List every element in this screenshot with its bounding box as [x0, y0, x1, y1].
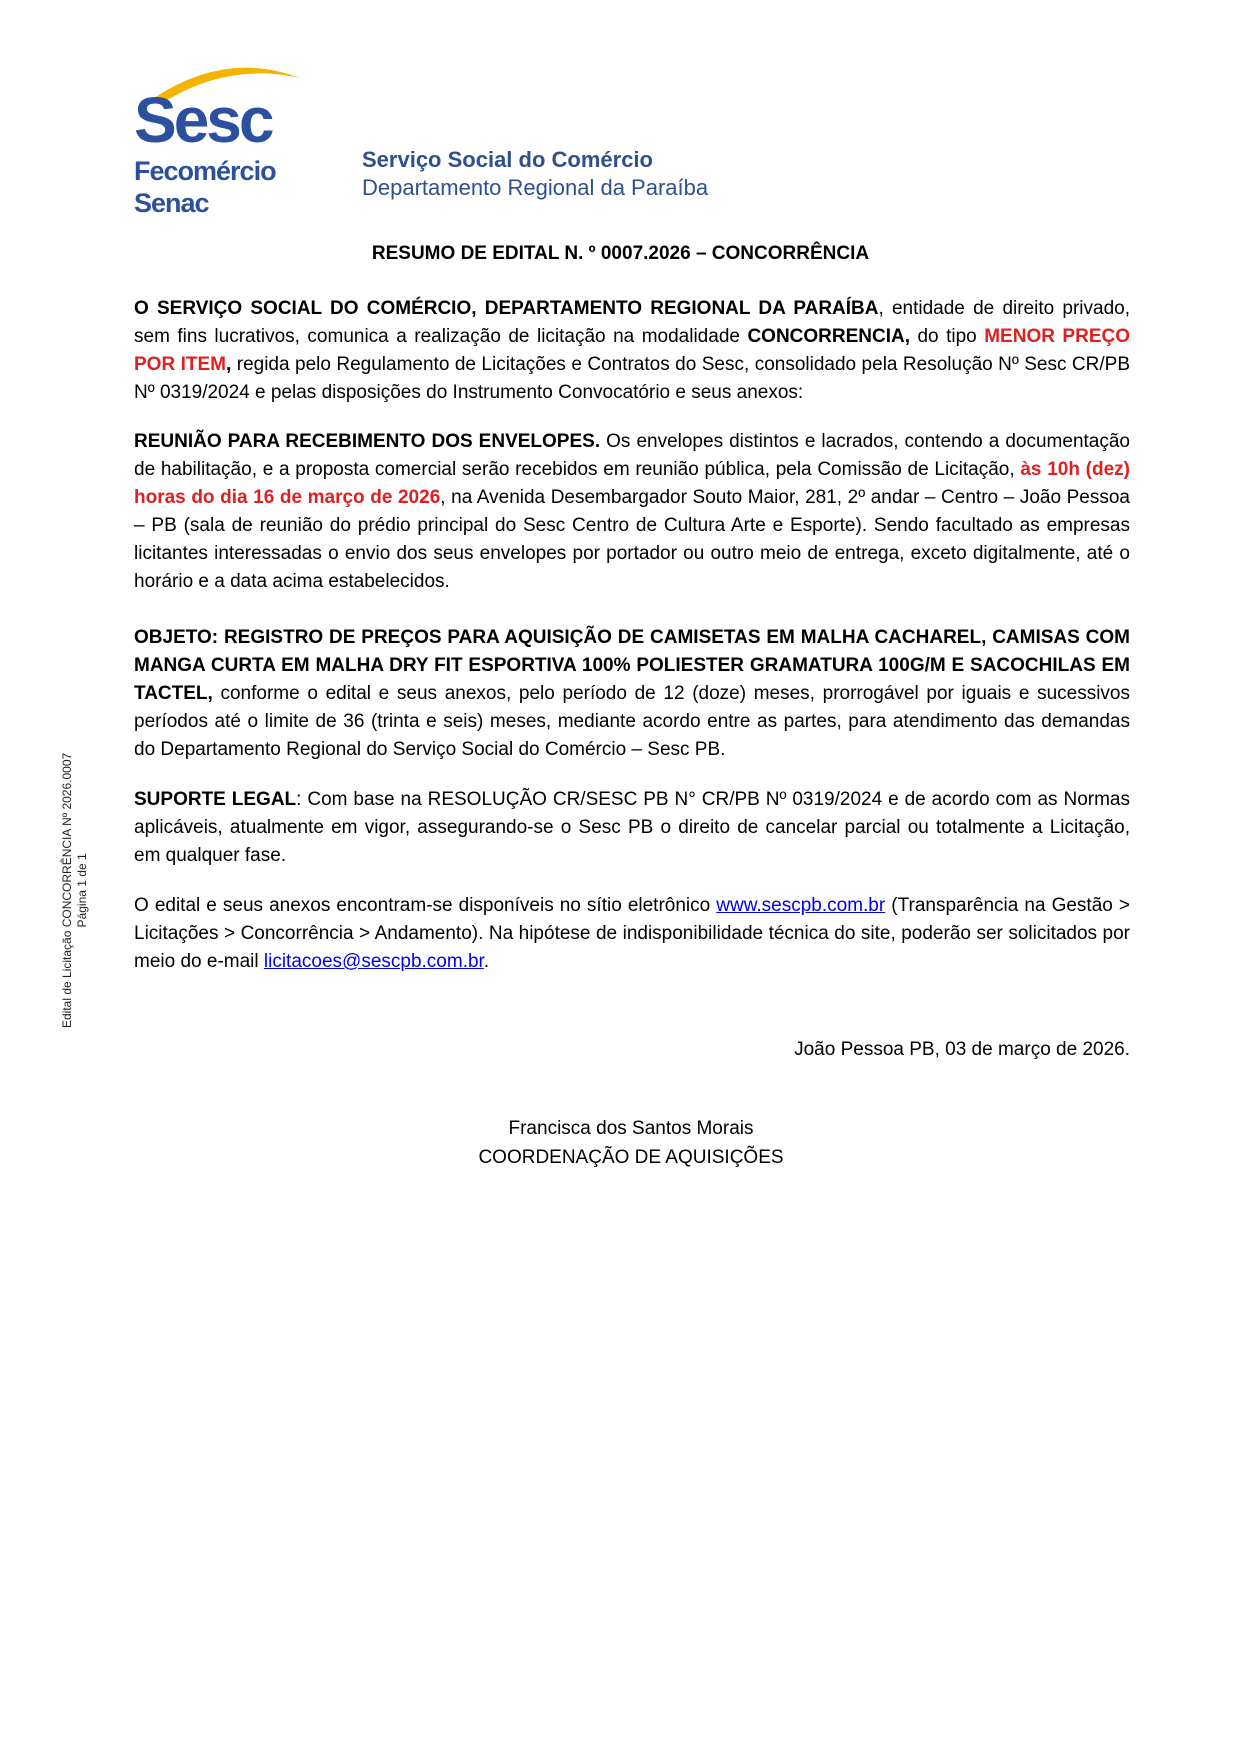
logo-sesc-text: Sesc: [134, 84, 272, 156]
side-margin-edital: Edital de Licitação CONCORRÊNCIA Nº 2026.0007: [60, 752, 74, 1028]
object-heading: OBJETO: REGISTRO DE PREÇOS PARA AQUISIÇÃO DE CAMISETAS EM MALHA CACHAREL, CAMISAS COM MANGA CURTA EM MALHA DRY FIT ESPORTIVA 100% POLIESTER GRAMATURA 100G/M E SACOCHILAS EM TACTEL,: [134, 627, 1130, 704]
signer-role: COORDENAÇÃO DE AQUISIÇÕES: [478, 1147, 784, 1168]
paragraph1-text4: regida pelo Regulamento de Licitações e Contratos do Sesc, consolidado pela Resolução Nº Sesc CR/PB Nº 0319/2024 e pelas disposições do Instrumento Convocatório e seus anexos:: [134, 354, 1131, 403]
document-body: [134, 295, 1130, 976]
signature-block: [0, 1114, 1241, 1172]
paragraph4-text1: : Com base na RESOLUÇÃO CR/SESC PB N° CR/PB Nº 0319/2024 e de acordo com as Normas aplicáveis, atualmente em vigor, assegurando-se o Sesc PB o direito de cancelar parcial ou totalmente a Licitação, em qualquer fase.: [134, 789, 1130, 866]
paragraph-meeting: [134, 428, 1130, 596]
paragraph1-text2: do tipo: [910, 326, 985, 347]
department-name: Departamento Regional da Paraíba: [362, 175, 709, 200]
organization-bold: O SERVIÇO SOCIAL DO COMÉRCIO, DEPARTAMENTO REGIONAL DA PARAÍBA: [134, 298, 879, 319]
logo-fecomercio-text: Fecomércio: [134, 156, 276, 186]
place-and-date: João Pessoa PB, 03 de março de 2026.: [794, 1039, 1130, 1060]
side-margin-page: Página 1 de 1: [75, 853, 89, 928]
paragraph1-text1: , entidade de direito privado, sem fins lucrativos, comunica a realização de licitação na modalidade: [134, 298, 1130, 347]
bid-type-highlight: MENOR PREÇO POR ITEM: [134, 326, 1130, 375]
paragraph1-comma: ,: [226, 354, 232, 375]
paragraph5-text3: .: [483, 951, 490, 972]
email-link[interactable]: licitacoes@sescpb.com.br: [263, 951, 484, 972]
paragraph5-text2: (Transparência na Gestão > Licitações > Concorrência > Andamento). Na hipótese de indisponibilidade técnica do site, poderão ser solicitados por meio do e-mail: [134, 895, 1130, 972]
paragraph-legal-support: [134, 786, 1130, 870]
paragraph2-text1: Os envelopes distintos e lacrados, contendo a documentação de habilitação, e a proposta comercial serão recebidos em reunião pública, pela Comissão de Licitação,: [134, 431, 1130, 480]
side-margin-reference: [60, 753, 90, 1028]
logo-senac-text: Senac: [134, 188, 209, 218]
paragraph-object: [134, 624, 1130, 764]
signer-name: Francisca dos Santos Morais: [508, 1118, 754, 1139]
document-title: RESUMO DE EDITAL N. º 0007.2026 – CONCORRÊNCIA: [371, 243, 870, 264]
organization-header: [362, 146, 708, 202]
sesc-fecomercio-senac-logo: [132, 56, 307, 236]
paragraph3-text1: conforme o edital e seus anexos, pelo período de 12 (doze) meses, prorrogável por iguais e sucessivos períodos até o limite de 36 (trinta e seis) meses, mediante acordo entre as partes, para atendimento das demandas do Departamento Regional do Serviço Social do Comércio – Sesc PB.: [134, 683, 1130, 760]
website-link[interactable]: www.sescpb.com.br: [716, 895, 886, 916]
modality-bold: CONCORRENCIA,: [747, 326, 910, 347]
meeting-datetime-highlight: às 10h (dez) horas do dia 16 de março de 2026: [134, 459, 1130, 508]
paragraph5-text1: O edital e seus anexos encontram-se disponíveis no sítio eletrônico: [134, 895, 717, 916]
paragraph2-text2: , na Avenida Desembargador Souto Maior, 281, 2º andar – Centro – João Pessoa – PB (sala de reunião do prédio principal do Sesc Centro de Cultura Arte e Esporte). Sendo facultado as empresas licitantes interessadas o envio dos seus envelopes por portador ou outro meio de entrega, exceto digitalmente, até o horário e a data acima estabelecidos.: [134, 487, 1130, 592]
paragraph-availability: [134, 892, 1130, 976]
organization-name: Serviço Social do Comércio: [362, 147, 653, 172]
paragraph-announcement: [134, 295, 1130, 407]
meeting-heading: REUNIÃO PARA RECEBIMENTO DOS ENVELOPES.: [134, 431, 601, 452]
legal-support-heading: SUPORTE LEGAL: [134, 789, 297, 810]
